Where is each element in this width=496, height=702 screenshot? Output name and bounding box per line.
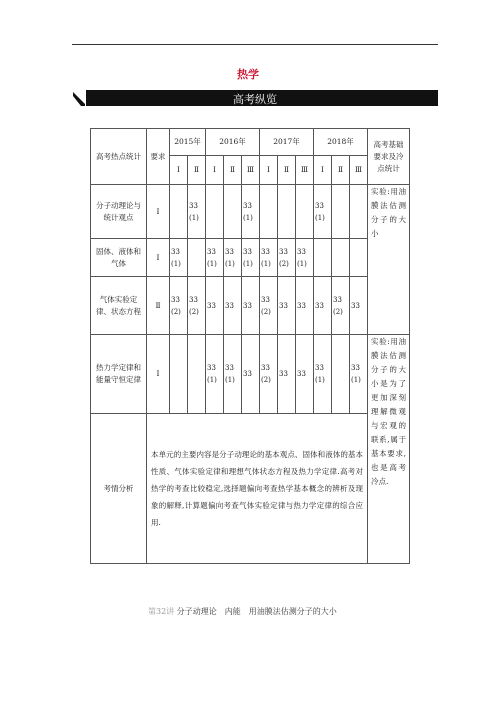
table-cell: 33(1) xyxy=(170,239,188,277)
header-year: 2018年 xyxy=(314,129,368,156)
footer-caption xyxy=(148,606,337,617)
row-requirement: Ⅱ xyxy=(147,277,170,335)
table-cell xyxy=(332,239,350,277)
overview-table xyxy=(90,128,410,564)
table-cell xyxy=(206,185,224,239)
table-cell: 33(1) xyxy=(350,335,368,414)
header-paper: Ⅱ xyxy=(188,156,206,185)
header-topic: 高考热点统计 xyxy=(91,129,147,185)
section-banner xyxy=(72,90,438,106)
header-requirement: 要求 xyxy=(147,129,170,185)
header-basic: 高考基础要求及冷点统计 xyxy=(368,129,410,185)
table-cell: 33 xyxy=(242,277,260,335)
table-row xyxy=(91,335,410,414)
row-topic: 固体、液体和气体 xyxy=(91,239,147,277)
header-paper: Ⅰ xyxy=(170,156,188,185)
analysis-label: 考情分析 xyxy=(91,414,147,564)
header-paper: Ⅰ xyxy=(206,156,224,185)
table-row xyxy=(91,277,410,335)
analysis-text: 本单元的主要内容是分子动理论的基本观点、固体和液体的基本性质、气体实验定律和理想气体状态方程及热力学定律.高考对热学的考查比较稳定,选择题偏向考查热学基本概念的辨析及现象的解释,计算题偏向考查气体实验定律与热力学定律的综合应用. xyxy=(147,414,368,564)
table-cell xyxy=(260,185,278,239)
header-paper: Ⅰ xyxy=(314,156,332,185)
header-year: 2015年 xyxy=(170,129,206,156)
row-requirement: Ⅰ xyxy=(147,239,170,277)
table-cell: 33(1) xyxy=(188,185,206,239)
table-cell: 33 xyxy=(350,277,368,335)
table-cell xyxy=(350,239,368,277)
row-topic: 分子动理论与统计观点 xyxy=(91,185,147,239)
header-year: 2016年 xyxy=(206,129,260,156)
table-cell xyxy=(332,335,350,414)
page-title: 热学 xyxy=(237,68,259,81)
table-cell: 33 xyxy=(296,277,314,335)
header-paper: Ⅱ xyxy=(332,156,350,185)
table-cell xyxy=(296,185,314,239)
table-cell xyxy=(188,335,206,414)
table-cell: 33(2) xyxy=(260,277,278,335)
table-cell: 33(2) xyxy=(170,277,188,335)
table-cell: 33(1) xyxy=(314,185,332,239)
row-requirement: Ⅰ xyxy=(147,335,170,414)
table-cell: 33(1) xyxy=(224,335,242,414)
lesson-number: 第32讲 xyxy=(148,607,175,616)
table-cell: 33(1) xyxy=(224,239,242,277)
header-paper: Ⅲ xyxy=(242,156,260,185)
table-row xyxy=(91,185,410,239)
header-paper: Ⅱ xyxy=(278,156,296,185)
header-row-years xyxy=(91,129,410,156)
row-topic: 热力学定律和能量守恒定律 xyxy=(91,335,147,414)
table-cell xyxy=(350,185,368,239)
analysis-row xyxy=(91,414,410,564)
table-cell: 33 xyxy=(314,277,332,335)
table-cell: 33(2) xyxy=(260,335,278,414)
table-cell: 33(1) xyxy=(296,239,314,277)
basic-note-1: 实验:用油膜法估测分子的大小 xyxy=(368,185,410,335)
table-cell: 33(1) xyxy=(206,239,224,277)
table-cell: 33 xyxy=(242,335,260,414)
header-paper: Ⅰ xyxy=(260,156,278,185)
table-cell xyxy=(314,239,332,277)
table-cell: 33 xyxy=(278,277,296,335)
table-cell: 33(2) xyxy=(188,277,206,335)
header-paper: Ⅱ xyxy=(224,156,242,185)
table-cell xyxy=(170,185,188,239)
table-cell: 33(1) xyxy=(242,185,260,239)
table-cell xyxy=(332,185,350,239)
lesson-title: 分子动理论 内能 用油膜法估测分子的大小 xyxy=(176,607,337,616)
table-cell: 33(1) xyxy=(242,239,260,277)
table-cell xyxy=(278,185,296,239)
row-topic: 气体实验定律、状态方程 xyxy=(91,277,147,335)
table-cell: 33(1) xyxy=(260,239,278,277)
row-requirement: Ⅰ xyxy=(147,185,170,239)
table-cell xyxy=(188,239,206,277)
table-cell xyxy=(170,335,188,414)
table-cell: 33 xyxy=(206,277,224,335)
header-paper: Ⅲ xyxy=(296,156,314,185)
banner-title: 高考纵览 xyxy=(233,93,277,106)
table-cell: 33(1) xyxy=(206,335,224,414)
table-cell: 33 xyxy=(278,335,296,414)
header-paper: Ⅲ xyxy=(350,156,368,185)
table-cell: 33(2) xyxy=(332,277,350,335)
table-cell: 33 xyxy=(296,335,314,414)
basic-note-2: 实验:用油膜法估测分子的大小是为了更加深刻理解微观与宏观的联系,属于基本要求,也是高考冷点. xyxy=(368,335,410,564)
header-year: 2017年 xyxy=(260,129,314,156)
table-cell: 33 xyxy=(224,277,242,335)
top-rule xyxy=(72,44,438,45)
table-cell: 33(2) xyxy=(278,239,296,277)
table-row xyxy=(91,239,410,277)
table-cell: 33(1) xyxy=(314,335,332,414)
table-cell xyxy=(224,185,242,239)
